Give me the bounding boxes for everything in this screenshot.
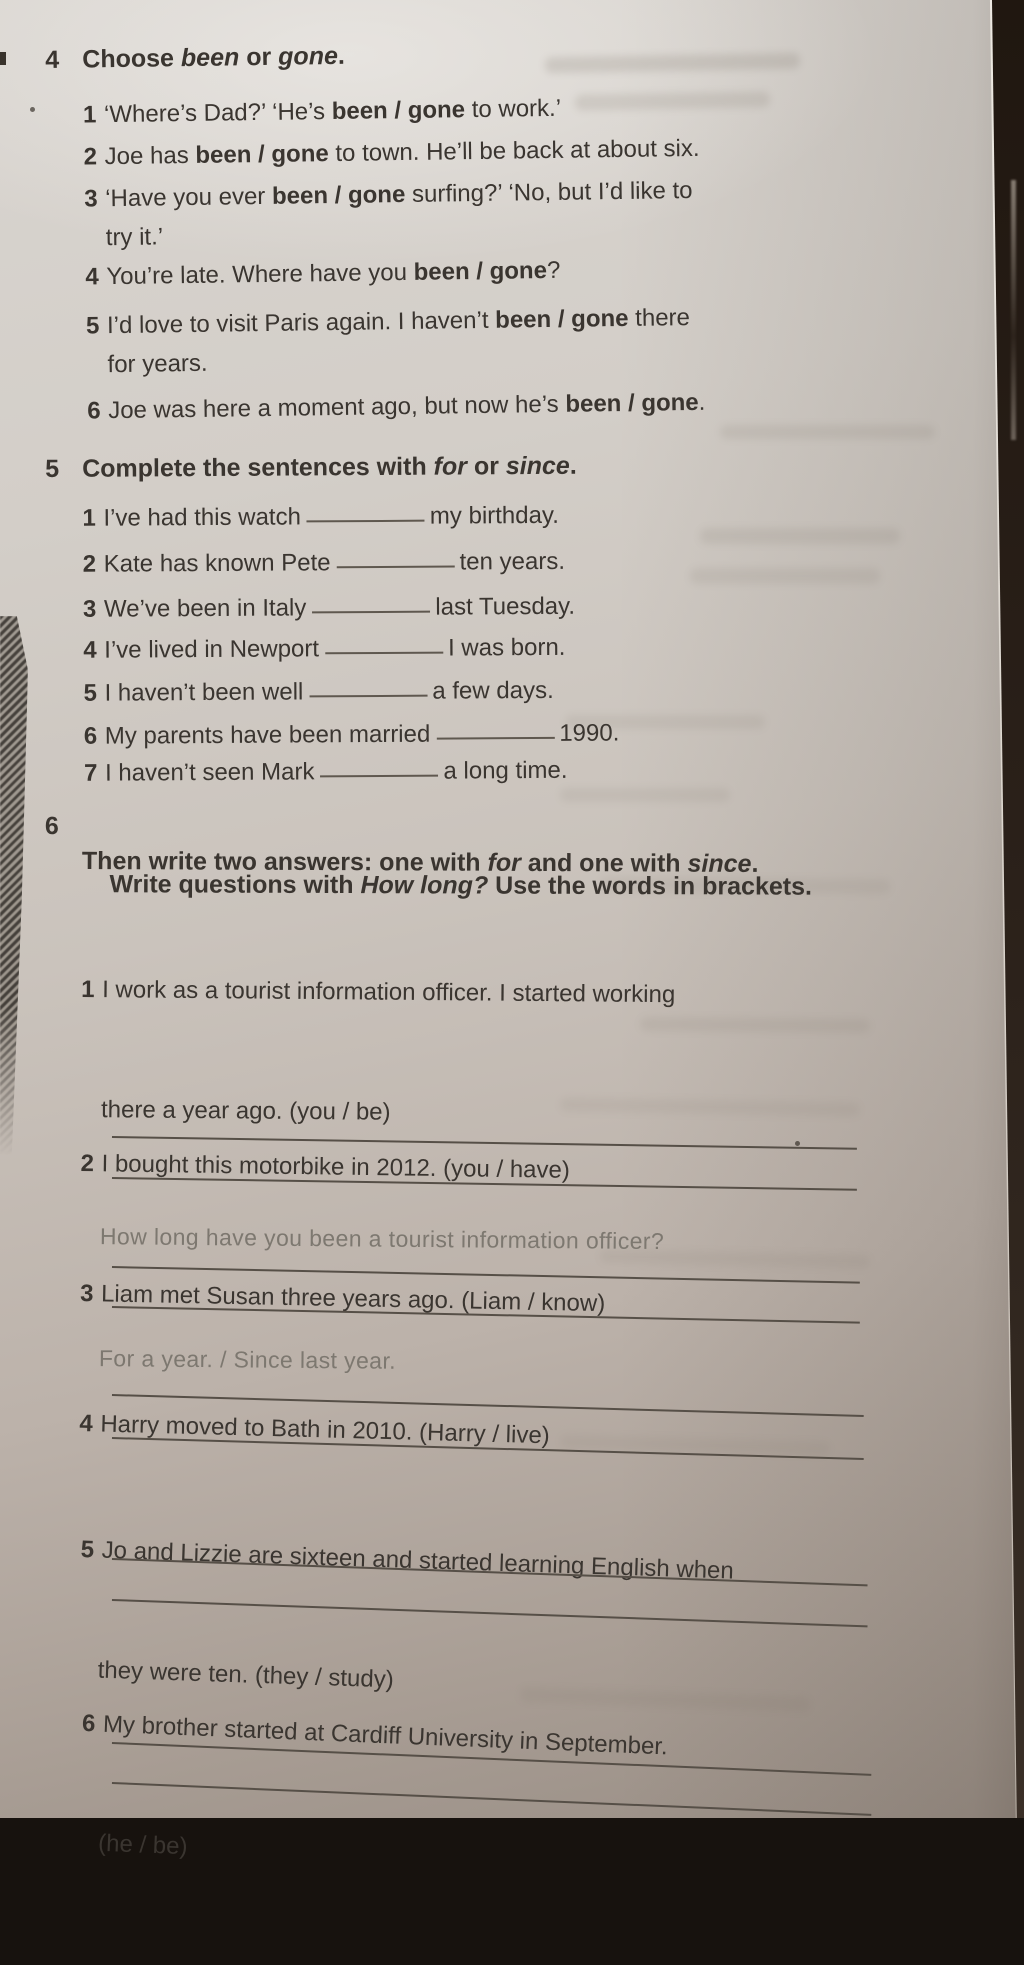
scan-artifact-left (0, 616, 28, 1156)
item-number: 6 (83, 722, 98, 750)
exercise-item (82, 502, 559, 533)
exercise-item (86, 304, 690, 340)
item-text: My parents have been married (104, 720, 431, 750)
fill-in-blank (309, 691, 427, 698)
exercise-5 (45, 438, 927, 813)
item-number: 6 (87, 397, 101, 425)
item-text: You’re late. Where have you been / gone? (106, 256, 561, 291)
item-number: 1 (82, 101, 97, 129)
item-number: 3 (79, 1279, 94, 1308)
exercise-item (83, 634, 565, 665)
fill-in-blank (320, 771, 438, 778)
item-text: a few days. (432, 676, 554, 705)
exercise-number: 5 (45, 454, 60, 483)
item-text: last Tuesday. (435, 592, 576, 621)
item-text: I haven’t been well (104, 678, 304, 707)
item-text-wrap: (he / be) (97, 1829, 189, 1861)
exercise-number: 4 (45, 45, 60, 74)
exercise-item (83, 677, 553, 708)
item-text: 3 Liam met Susan three years ago. (Liam / know) (80, 1274, 606, 1324)
item-number: 2 (80, 1149, 95, 1178)
fill-in-blank (337, 562, 455, 569)
item-text: 2 I bought this motorbike in 2012. (you / have) (80, 1144, 570, 1191)
item-text: I’ve lived in Newport (104, 635, 320, 664)
exercise-item (87, 389, 706, 426)
item-text-wrap: there a year ago. (you / be) (100, 1096, 391, 1126)
fill-in-blank (312, 607, 430, 614)
exercise-number: 6 (44, 812, 59, 841)
item-number: 5 (83, 679, 97, 707)
item-text: Joe was here a moment ago, but now he’s been / gone. (108, 388, 706, 425)
item-text: 6 My brother started at Cardiff University in September. (81, 1704, 668, 1767)
item-number: 4 (85, 263, 99, 291)
exercise-item (83, 95, 561, 130)
item-text-wrap: they were ten. (they / study) (97, 1656, 395, 1694)
exercise-item (84, 757, 568, 788)
item-number: 4 (79, 1409, 94, 1438)
exercise-4 (45, 26, 931, 458)
item-number: 5 (80, 1535, 95, 1564)
fill-in-blank (307, 516, 425, 523)
fill-in-blank (436, 733, 554, 740)
fill-in-blank (325, 648, 443, 655)
item-text: I’ve had this watch (103, 503, 301, 532)
item-text: Kate has known Pete (103, 549, 331, 578)
item-number: 6 (81, 1709, 96, 1738)
item-number: 4 (83, 636, 97, 664)
item-number: 1 (82, 504, 96, 532)
exercise-title: Complete the sentences with for or since. (82, 451, 577, 483)
exercise-5-header (45, 450, 925, 489)
item-text-wrap: try it.’ (105, 223, 164, 252)
item-number: 3 (82, 595, 97, 623)
exercise-title-line1: Write questions with How long? Use the words in brackets. (109, 870, 813, 901)
item-text: Joe has been / gone to town. He’ll be back at about six. (104, 134, 700, 171)
exercise-item (85, 257, 560, 292)
item-text: 1 I work as a tourist information officer. I started working (81, 970, 675, 1015)
item-text: We’ve been in Italy (103, 594, 307, 623)
exercise-4-header (45, 34, 925, 80)
item-number: 1 (81, 975, 95, 1004)
edge-mark (0, 52, 6, 65)
item-text: ‘Have you ever been / gone surfing?’ ‘No, but I’d like to (105, 176, 693, 213)
item-text: I haven’t seen Mark (104, 758, 315, 787)
item-text: 5 Jo and Lizzie are sixteen and started learning English when (80, 1530, 734, 1592)
item-number: 5 (85, 312, 100, 340)
exercise-title: Choose been or gone. (82, 41, 346, 74)
spine-scuff-mark (1011, 180, 1016, 440)
item-text: my birthday. (429, 501, 559, 530)
ink-speck (795, 1141, 800, 1146)
example-answer-text: For a year. / Since last year. (98, 1345, 397, 1374)
exercise-item (83, 135, 699, 172)
exercise-item (83, 548, 565, 579)
item-text: ten years. (459, 547, 566, 576)
item-number: 2 (83, 143, 98, 171)
item-text: I was born. (447, 633, 566, 662)
item-text: 1990. (559, 719, 620, 747)
item-text-wrap: for years. (107, 349, 208, 379)
ink-speck (30, 107, 35, 112)
item-text: 4 Harry moved to Bath in 2010. (Harry / live) (79, 1404, 550, 1456)
example-answer-question: How long have you been a tourist information officer? (99, 1223, 665, 1255)
exercise-item (84, 177, 693, 213)
item-text: I’d love to visit Paris again. I haven’t been / gone there (106, 304, 691, 340)
item-text: ‘Where’s Dad?’ ‘He’s been / gone to work.’ (103, 94, 562, 129)
item-number: 2 (82, 550, 97, 578)
item-text: a long time. (443, 756, 568, 785)
item-number: 7 (83, 759, 98, 787)
item-number: 3 (84, 185, 98, 213)
exercise-title-line2: Then write two answers: one with for and one with since. (81, 847, 759, 878)
exercise-item (84, 719, 620, 750)
exercise-item (83, 593, 575, 624)
